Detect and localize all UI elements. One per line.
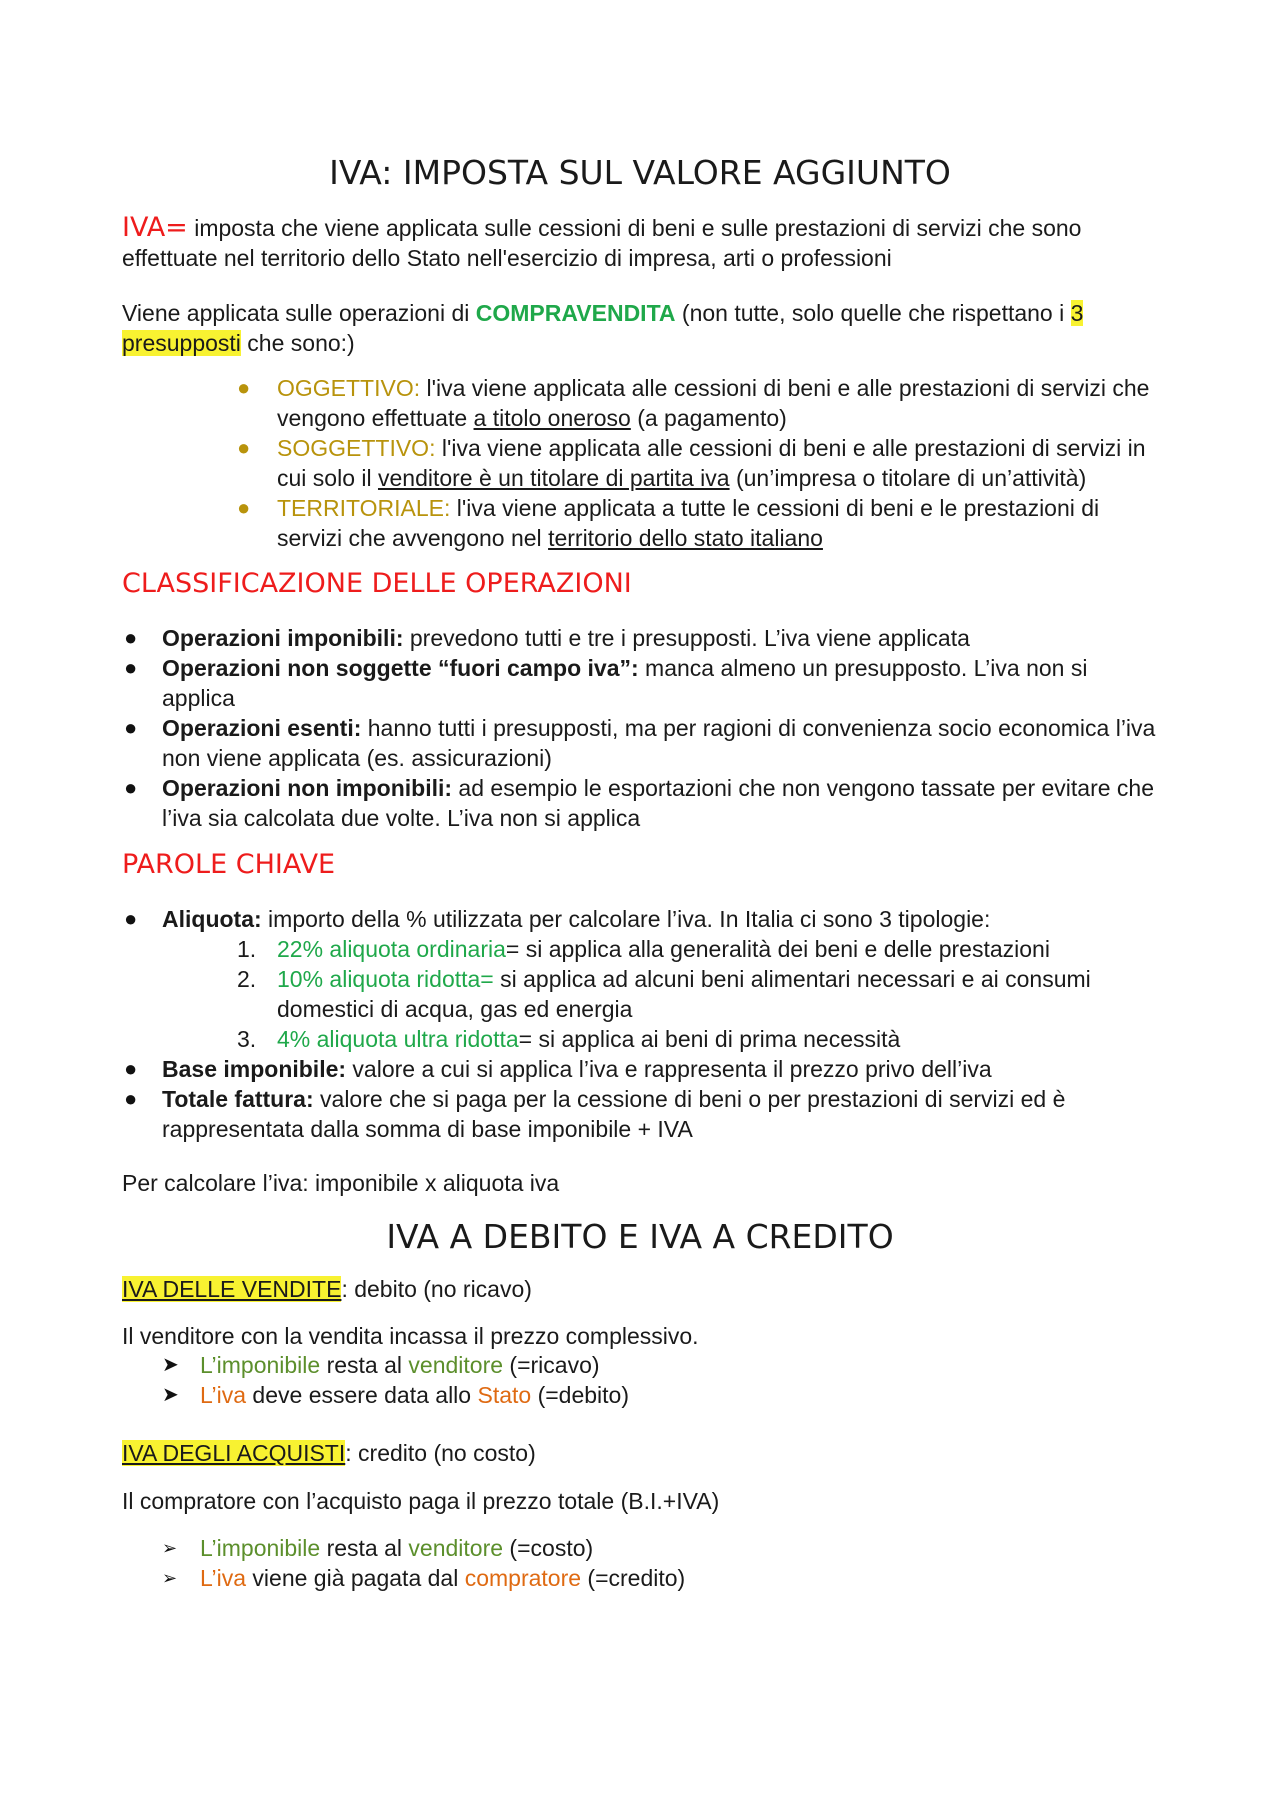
presupposti-list [237,373,1167,553]
item-term: Totale fattura: [162,1086,314,1112]
definition-text: imposta che viene applicata sulle cessioni di beni e sulle prestazioni di servizi che sono effettuate nel territorio dello Stato nell'esercizio di impresa, arti o professioni [122,215,1082,271]
presupposto-underline: venditore è un titolare di partita iva [377,465,730,491]
page-title: IVA: IMPOSTA SUL VALORE AGGIUNTO [329,153,951,192]
list-item [124,1084,1162,1144]
item-subject: L’iva [200,1565,247,1591]
list-item [124,904,1162,1054]
bullet-icon: ● [124,625,138,650]
list-item [237,433,1167,493]
list-item [124,1054,1162,1084]
presupposto-text: l'iva viene applicata alle cessioni di beni e alle prestazioni di servizi in cui solo il [277,435,1146,491]
item-term: Operazioni imponibili: [162,625,404,651]
arrow-bullet-icon: ➤ [162,1384,179,1406]
list-number: 2. [237,966,257,992]
compravendita-keyword: COMPRAVENDITA [475,300,676,326]
classificazione-list [124,623,1162,833]
list-item [237,493,1167,553]
bullet-icon: ● [124,775,138,800]
definition-paragraph [122,213,1162,273]
item-subject: L’iva [200,1382,247,1408]
list-item [124,713,1162,773]
item-subject: L’imponibile [200,1352,321,1378]
presupposto-text-after: (un’impresa o titolare di un’attività) [729,465,1087,491]
presupposto-label: SOGGETTIVO: [277,435,436,461]
vendite-line [122,1274,1162,1304]
acquisti-list [162,1533,1160,1593]
item-text: resta al [320,1352,409,1378]
definition-label: IVA= [122,212,188,243]
bullet-icon: ● [124,906,138,931]
item-text: importo della % utilizzata per calcolare l’iva. In Italia ci sono 3 tipologie: [261,906,991,932]
list-item [162,1380,1160,1410]
bullet-icon: ● [237,375,251,400]
presupposto-text: l'iva viene applicata alle cessioni di beni e alle prestazioni di servizi che vengono effettuate [277,375,1150,431]
list-number: 3. [237,1026,257,1052]
item-object: compratore [464,1565,582,1591]
list-item [124,623,1162,653]
classificazione-heading: CLASSIFICAZIONE DELLE OPERAZIONI [122,568,632,599]
presupposti-highlight: 3 presupposti [122,300,1084,356]
aliquota-text: si applica ad alcuni beni alimentari necessari e ai consumi domestici di acqua, gas ed energia [277,966,1091,1022]
aliquota-name: 10% aliquota ridotta= [277,966,494,992]
aliquota-text: = si applica ai beni di prima necessità [518,1026,901,1052]
item-text: valore che si paga per la cessione di beni o per prestazioni di servizi ed è rappresentata dalla somma di base imponibile + IVA [162,1086,1066,1142]
item-term: Operazioni esenti: [162,715,362,741]
acquisti-text: : credito (no costo) [345,1440,536,1466]
arrow-bullet-icon: ➢ [162,1568,178,1588]
bullet-icon: ● [237,495,251,520]
aliquota-name: 4% aliquota ultra ridotta [277,1026,519,1052]
arrow-bullet-icon: ➤ [162,1354,179,1376]
vendite-list [162,1350,1160,1410]
list-item [162,1563,1160,1593]
list-item [237,373,1167,433]
list-item [162,1350,1160,1380]
bullet-icon: ● [237,435,251,460]
aliquota-name: 22% aliquota ordinaria [277,936,506,962]
list-item [237,934,1157,964]
presupposto-text: l'iva viene applicata a tutte le cessioni di beni e le prestazioni di servizi che avvengono nel [277,495,1100,551]
parole-list [124,904,1162,1144]
item-text: valore a cui si applica l’iva e rappresenta il prezzo privo dell’iva [346,1056,992,1082]
item-text-after: (=ricavo) [503,1352,600,1378]
item-text: deve essere data allo [246,1382,478,1408]
item-term: Aliquota: [162,906,262,932]
item-text: manca almeno un presupposto. L’iva non si applica [162,655,1088,711]
item-text: resta al [320,1535,409,1561]
acquisti-intro: Il compratore con l’acquisto paga il prezzo totale (B.I.+IVA) [122,1488,720,1514]
item-term: Base imponibile: [162,1056,347,1082]
vendite-intro: Il venditore con la vendita incassa il prezzo complessivo. [122,1323,699,1349]
bullet-icon: ● [124,715,138,740]
applied-text-middle: (non tutte, solo quelle che rispettano i [675,300,1071,326]
presupposto-text-after: (a pagamento) [630,405,787,431]
aliquota-text: = si applica alla generalità dei beni e delle prestazioni [505,936,1050,962]
arrow-bullet-icon: ➢ [162,1538,178,1558]
presupposto-label: OGGETTIVO: [277,375,421,401]
item-text-after: (=costo) [503,1535,594,1561]
presupposto-label: TERRITORIALE: [277,495,451,521]
applied-text-after: che sono:) [240,330,355,356]
item-text: viene già pagata dal [246,1565,465,1591]
item-text-after: (=debito) [531,1382,630,1408]
item-object: Stato [477,1382,532,1408]
item-term: Operazioni non soggette “fuori campo iva”: [162,655,639,681]
item-object: venditore [408,1535,504,1561]
item-text: hanno tutti i presupposti, ma per ragioni di convenienza socio economica l’iva non viene applicata (es. assicurazioni) [162,715,1156,771]
list-item [124,653,1162,713]
list-item [237,964,1157,1024]
parole-chiave-heading: PAROLE CHIAVE [122,849,336,880]
item-term: Operazioni non imponibili: [162,775,453,801]
debito-credito-heading: IVA A DEBITO E IVA A CREDITO [386,1217,894,1256]
item-object: venditore [408,1352,504,1378]
vendite-text: : debito (no ricavo) [341,1276,532,1302]
bullet-icon: ● [124,1056,138,1081]
list-item [162,1533,1160,1563]
acquisti-label: IVA DEGLI ACQUISTI [122,1440,346,1466]
list-item [237,1024,1157,1054]
acquisti-line [122,1438,1162,1468]
item-text: prevedono tutti e tre i presupposti. L’iva viene applicata [403,625,970,651]
item-text-after: (=credito) [581,1565,686,1591]
presupposto-underline: territorio dello stato italiano [548,525,823,551]
calcolo-paragraph: Per calcolare l’iva: imponibile x aliquota iva [122,1170,560,1196]
item-subject: L’imponibile [200,1535,321,1561]
list-item [124,773,1162,833]
list-number: 1. [237,936,257,962]
aliquote-list [237,934,1157,1054]
item-text: ad esempio le esportazioni che non vengono tassate per evitare che l’iva sia calcolata due volte. L’iva non si applica [162,775,1154,831]
vendite-label: IVA DELLE VENDITE [122,1276,342,1302]
applied-paragraph [122,298,1162,358]
bullet-icon: ● [124,1086,138,1111]
presupposto-underline: a titolo oneroso [473,405,631,431]
bullet-icon: ● [124,655,138,680]
applied-text-before: Viene applicata sulle operazioni di [122,300,476,326]
